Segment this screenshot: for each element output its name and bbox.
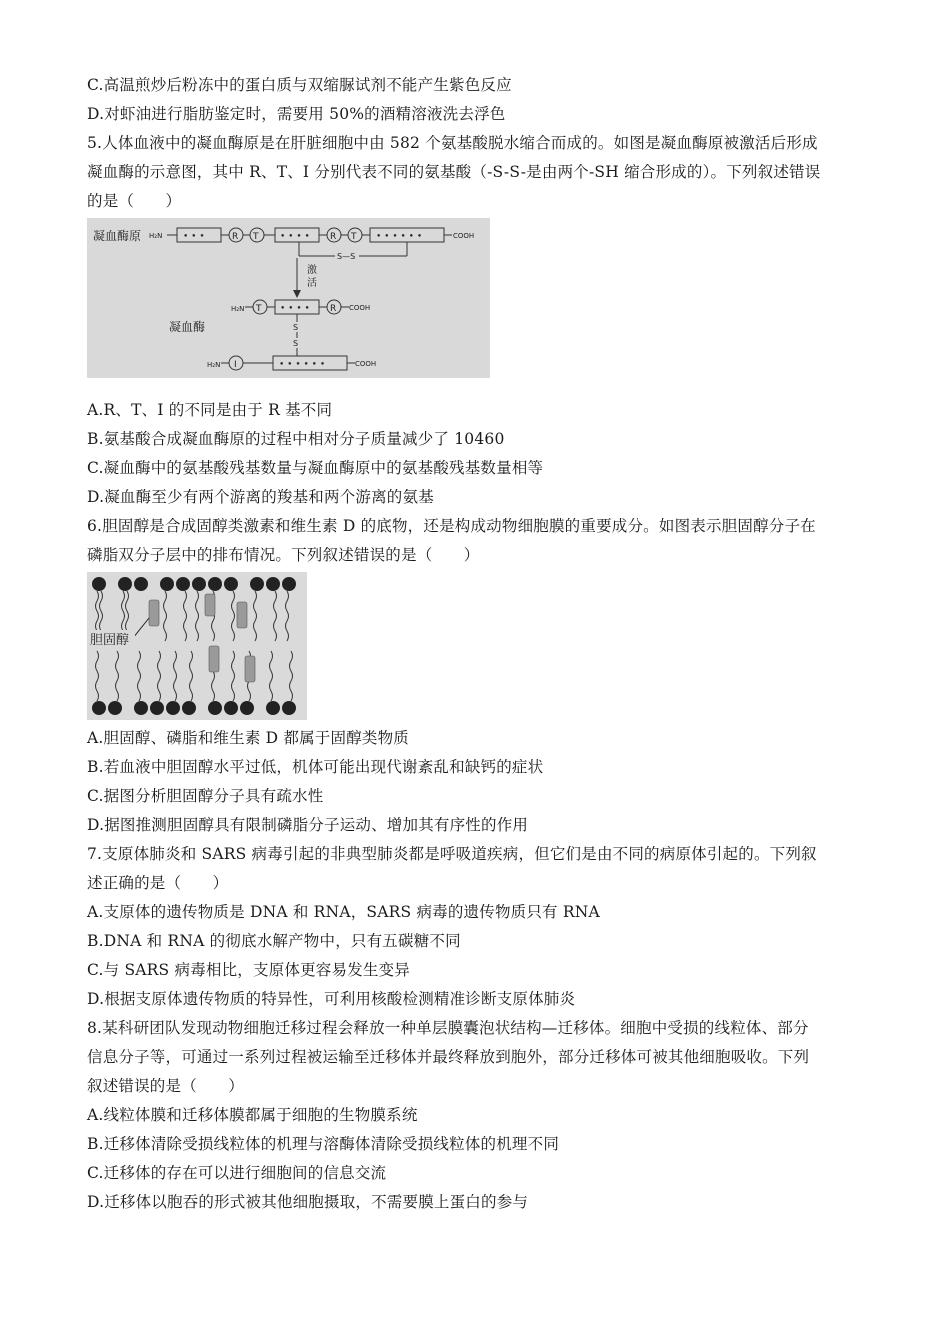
q8-stem-line3: 叙述错误的是（ ） — [87, 1077, 245, 1095]
residue-r3: R — [330, 304, 337, 314]
disulfide-top: S—S — [337, 252, 356, 261]
q7-option-d: D.根据支原体遗传物质的特异性，可利用核酸检测精准诊断支原体肺炎 — [87, 990, 576, 1008]
residue-t: T — [253, 232, 259, 242]
label-thrombin: 凝血酶 — [169, 320, 206, 334]
q5-option-d: D.凝血酶至少有两个游离的羧基和两个游离的氨基 — [87, 488, 434, 506]
q6-option-c: C.据图分析胆固醇分子具有疏水性 — [87, 787, 324, 805]
q7-option-a: A.支原体的遗传物质是 DNA 和 RNA，SARS 病毒的遗传物质只有 RNA — [87, 903, 600, 921]
q8-stem-line1: 8.某科研团队发现动物细胞迁移过程会释放一种单层膜囊泡状结构—迁移体。细胞中受损的线粒体、部分 — [87, 1019, 809, 1037]
phospholipid-heads-bottom — [92, 701, 296, 715]
residue-t3: T — [256, 304, 262, 314]
segment-dots: • • • • — [280, 232, 310, 242]
h2n-top: H₂N — [149, 232, 163, 240]
q5-option-a: A.R、T、I 的不同是由于 R 基不同 — [87, 401, 333, 419]
residue-t2: T — [351, 232, 357, 242]
q8-option-c: C.迁移体的存在可以进行细胞间的信息交流 — [87, 1164, 387, 1182]
q4-option-d: D.对虾油进行脂肪鉴定时，需要用 50%的酒精溶液洗去浮色 — [87, 105, 506, 123]
q6-stem-line2: 磷脂双分子层中的排布情况。下列叙述错误的是（ ） — [87, 546, 480, 564]
q5-option-b: B.氨基酸合成凝血酶原的过程中相对分子质量减少了 10460 — [87, 430, 505, 448]
q7-stem-line2: 述正确的是（ ） — [87, 874, 229, 892]
q5-stem-line2: 凝血酶的示意图，其中 R、T、I 分别代表不同的氨基酸（-S-S-是由两个-SH 缩合形成的）。下列叙述错误 — [87, 163, 821, 181]
q5-stem-line1: 5.人体血液中的凝血酶原是在肝脏细胞中由 582 个氨基酸脱水缩合而成的。如图是凝血酶原被激活后形成 — [87, 134, 818, 152]
cooh-top: COOH — [453, 232, 475, 240]
q5-stem-line3: 的是（ ） — [87, 192, 182, 210]
label-cholesterol: 胆固醇 — [90, 633, 130, 648]
h2n-bottom: H₂N — [207, 361, 221, 369]
q8-stem-line2: 信息分子等，可通过一系列过程被运输至迁移体并最终释放到胞外，部分迁移体可被其他细胞吸收。下列 — [87, 1048, 810, 1066]
segment-dots: • • • — [183, 232, 205, 242]
q6-stem-line1: 6.胆固醇是合成固醇类激素和维生素 D 的底物，还是构成动物细胞膜的重要成分。如图表示胆固醇分子在 — [87, 517, 816, 535]
q4-option-c: C.高温煎炒后粉冻中的蛋白质与双缩脲试剂不能产生紫色反应 — [87, 76, 512, 94]
cooh-mid: COOH — [349, 304, 371, 312]
segment-dots: • • • • • • — [279, 360, 326, 370]
q7-option-b: B.DNA 和 RNA 的彻底水解产物中，只有五碳糖不同 — [87, 932, 461, 950]
q8-option-a: A.线粒体膜和迁移体膜都属于细胞的生物膜系统 — [87, 1106, 418, 1124]
phospholipid-heads-top — [92, 577, 296, 591]
q6-option-b: B.若血液中胆固醇水平过低，机体可能出现代谢紊乱和缺钙的症状 — [87, 758, 544, 776]
segment-dots: • • • • • • — [376, 232, 423, 242]
q6-option-a: A.胆固醇、磷脂和维生素 D 都属于固醇类物质 — [87, 729, 410, 747]
q7-stem-line1: 7.支原体肺炎和 SARS 病毒引起的非典型肺炎都是呼吸道疾病，但它们是由不同的病原体引起的。下列叙 — [87, 845, 817, 863]
residue-r2: R — [330, 232, 337, 242]
activate-label: 激 — [307, 265, 317, 276]
segment-dots: • • • • — [280, 304, 310, 314]
q8-option-d: D.迁移体以胞吞的形式被其他细胞摄取，不需要膜上蛋白的参与 — [87, 1193, 529, 1211]
q8-option-b: B.迁移体清除受损线粒体的机理与溶酶体清除受损线粒体的机理不同 — [87, 1135, 560, 1153]
sulfur-1: S — [293, 323, 299, 332]
membrane-figure — [87, 572, 307, 720]
q6-option-d: D.据图推测胆固醇具有限制磷脂分子运动、增加其有序性的作用 — [87, 816, 529, 834]
q5-option-c: C.凝血酶中的氨基酸残基数量与凝血酶原中的氨基酸残基数量相等 — [87, 459, 544, 477]
residue-r: R — [232, 232, 239, 242]
residue-i: I — [234, 360, 237, 370]
thrombin-diagram — [87, 218, 490, 378]
cooh-bottom: COOH — [355, 360, 377, 368]
cholesterol-molecules — [149, 594, 255, 682]
q7-option-c: C.与 SARS 病毒相比，支原体更容易发生变异 — [87, 961, 410, 979]
sulfur-2: S — [293, 339, 299, 348]
activate-label2: 活 — [307, 278, 317, 289]
label-prothrombin: 凝血酶原 — [93, 229, 142, 243]
h2n-mid: H₂N — [231, 305, 245, 313]
